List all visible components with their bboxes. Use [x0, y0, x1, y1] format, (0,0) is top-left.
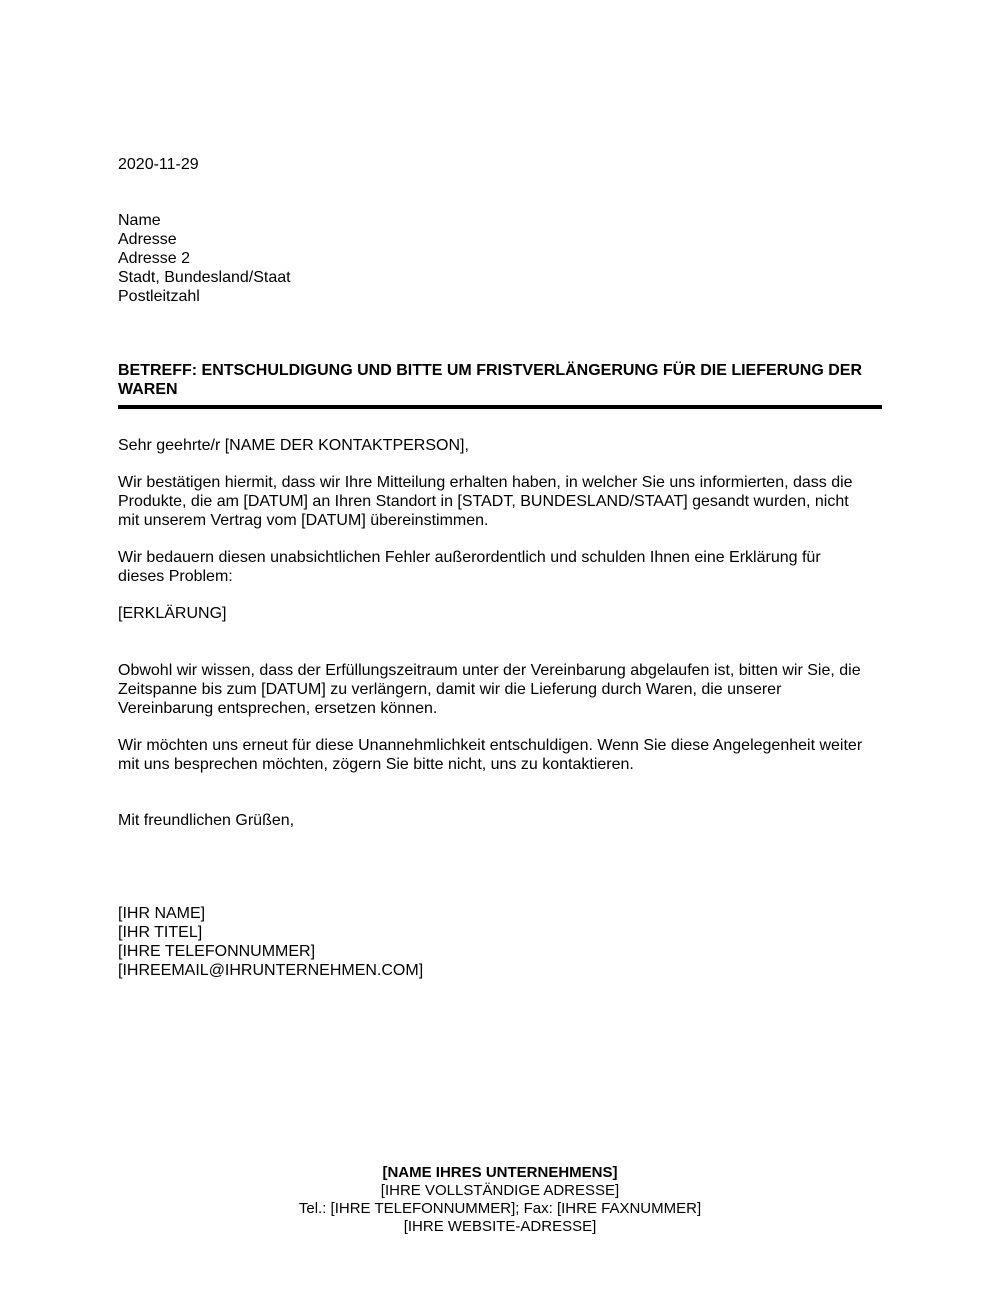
closing-text: Mit freundlichen Grüßen, [118, 812, 295, 829]
paragraph-line: Vereinbarung entsprechen, ersetzen können. [118, 700, 438, 717]
paragraph-line: Obwohl wir wissen, dass der Erfüllungszeitraum unter der Vereinbarung abgelaufen ist, bitten wir Sie, die [118, 662, 861, 679]
footer-company-name: [NAME IHRES UNTERNEHMENS] [382, 1164, 618, 1181]
salutation [118, 436, 884, 455]
recipient-name: Name [118, 212, 161, 229]
recipient-address-line1: Adresse [118, 231, 177, 248]
signature-name: [IHR NAME] [118, 905, 206, 922]
letter-date [118, 155, 884, 174]
paragraph-line: Produkte, die am [DATUM] an Ihren Standort in [STADT, BUNDESLAND/STAAT] gesandt wurden, nicht [118, 493, 849, 510]
footer-website: [IHRE WEBSITE-ADRESSE] [403, 1218, 597, 1235]
paragraph-line: Zeitspanne bis zum [DATUM] zu verlängern, damit wir die Lieferung durch Waren, die unserer [118, 681, 782, 698]
subject-line-2: WAREN [118, 381, 178, 398]
paragraph-line: Wir bedauern diesen unabsichtlichen Fehler außerordentlich und schulden Ihnen eine Erklärung für [118, 549, 821, 566]
recipient-address-line2: Adresse 2 [118, 250, 191, 267]
explanation-placeholder [118, 604, 884, 623]
subject-line [118, 361, 884, 399]
subject-line-1: BETREFF: ENTSCHULDIGUNG UND BITTE UM FRISTVERLÄNGERUNG FÜR DIE LIEFERUNG DER [118, 362, 862, 379]
company-footer [0, 1164, 1000, 1236]
explanation-text: [ERKLÄRUNG] [118, 605, 227, 622]
signature-block [118, 904, 884, 980]
paragraph-line: dieses Problem: [118, 568, 233, 585]
signature-phone: [IHRE TELEFONNUMMER] [118, 943, 316, 960]
footer-address: [IHRE VOLLSTÄNDIGE ADRESSE] [380, 1182, 620, 1199]
recipient-address [118, 211, 884, 306]
closing [118, 811, 884, 830]
paragraph-line: Wir bestätigen hiermit, dass wir Ihre Mitteilung erhalten haben, in welcher Sie uns informierten, dass die [118, 474, 853, 491]
date-text: 2020-11-29 [118, 156, 199, 173]
paragraph-confirmation [118, 473, 884, 530]
recipient-postal-code: Postleitzahl [118, 288, 200, 305]
paragraph-extension-request [118, 661, 884, 718]
paragraph-regret [118, 548, 884, 586]
paragraph-line: mit unserem Vertrag vom [DATUM] übereinstimmen. [118, 512, 489, 529]
salutation-text: Sehr geehrte/r [NAME DER KONTAKTPERSON], [118, 437, 469, 454]
paragraph-line: mit uns besprechen möchten, zögern Sie bitte nicht, uns zu kontaktieren. [118, 756, 634, 773]
recipient-city-state: Stadt, Bundesland/Staat [118, 269, 291, 286]
signature-email: [IHREEMAIL@IHRUNTERNEHMEN.COM] [118, 962, 424, 979]
paragraph-line: Wir möchten uns erneut für diese Unannehmlichkeit entschuldigen. Wenn Sie diese Angelegenheit weiter [118, 737, 863, 754]
paragraph-apology [118, 736, 884, 774]
subject-divider [118, 405, 882, 409]
footer-contact: Tel.: [IHRE TELEFONNUMMER]; Fax: [IHRE FAXNUMMER] [298, 1200, 702, 1217]
signature-title: [IHR TITEL] [118, 924, 203, 941]
